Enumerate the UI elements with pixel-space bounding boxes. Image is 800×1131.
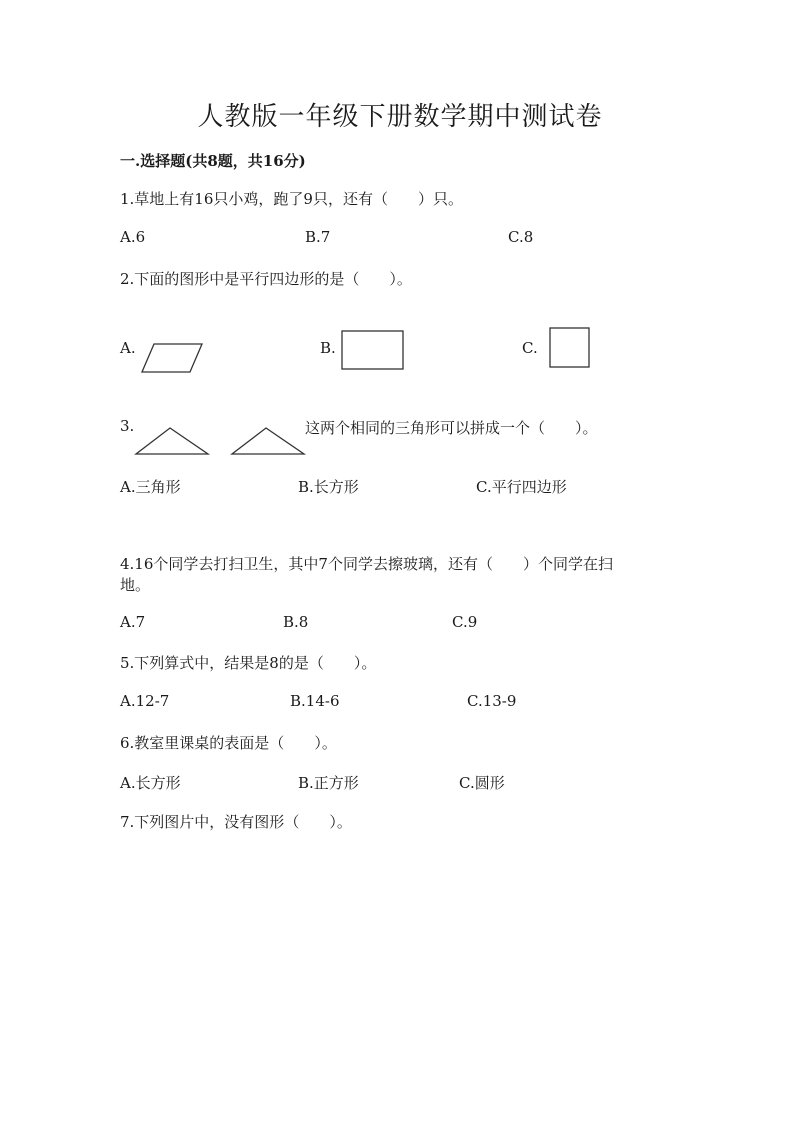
square-shape — [550, 328, 589, 367]
question-3-option-a[interactable]: A.三角形 — [120, 478, 181, 496]
question-4-stem-line-1: 4.16个同学去打扫卫生，其中7个同学去擦玻璃，还有（ ）个同学在扫 — [120, 555, 613, 573]
question-4-stem-line-2: 地。 — [120, 576, 151, 594]
question-2-option-a[interactable]: A. — [120, 339, 136, 357]
question-6-option-c[interactable]: C.圆形 — [459, 774, 505, 792]
question-5-stem: 5.下列算式中，结果是8的是（ ）。 — [120, 654, 377, 672]
question-5-option-a[interactable]: A.12-7 — [120, 692, 170, 710]
question-2-option-c[interactable]: C. — [522, 339, 538, 357]
square-figure — [549, 327, 591, 369]
question-4-option-c[interactable]: C.9 — [452, 613, 478, 631]
question-1-option-c[interactable]: C.8 — [508, 228, 534, 246]
question-4-option-b[interactable]: B.8 — [283, 613, 309, 631]
parallelogram-shape — [142, 344, 202, 372]
question-3-number: 3. — [120, 417, 135, 435]
question-7-stem: 7.下列图片中，没有图形（ ）。 — [120, 813, 352, 831]
triangle-shape — [232, 428, 304, 454]
question-3-option-c[interactable]: C.平行四边形 — [476, 478, 567, 496]
question-4-option-a[interactable]: A.7 — [120, 613, 146, 631]
question-1-option-a[interactable]: A.6 — [120, 228, 146, 246]
question-1-option-b[interactable]: B.7 — [305, 228, 331, 246]
triangle-figure-1 — [134, 426, 212, 456]
question-3-option-b[interactable]: B.长方形 — [298, 478, 359, 496]
question-1-stem: 1.草地上有16只小鸡，跑了9只，还有（ ）只。 — [120, 190, 463, 208]
question-3-stem: 这两个相同的三角形可以拼成一个（ ）。 — [305, 419, 598, 437]
question-2-option-b[interactable]: B. — [320, 339, 336, 357]
page-title: 人教版一年级下册数学期中测试卷 — [197, 102, 603, 132]
triangle-figure-2 — [230, 426, 308, 456]
parallelogram-figure — [140, 342, 204, 374]
rectangle-figure — [341, 330, 405, 371]
triangle-shape — [136, 428, 208, 454]
section-heading: 一.选择题(共8题，共16分) — [120, 152, 306, 170]
question-6-option-a[interactable]: A.长方形 — [120, 774, 181, 792]
question-5-option-b[interactable]: B.14-6 — [290, 692, 340, 710]
question-6-option-b[interactable]: B.正方形 — [298, 774, 359, 792]
question-2-stem: 2.下面的图形中是平行四边形的是（ ）。 — [120, 270, 412, 288]
question-5-option-c[interactable]: C.13-9 — [467, 692, 517, 710]
rectangle-shape — [342, 331, 403, 369]
question-6-stem: 6.教室里课桌的表面是（ ）。 — [120, 734, 337, 752]
